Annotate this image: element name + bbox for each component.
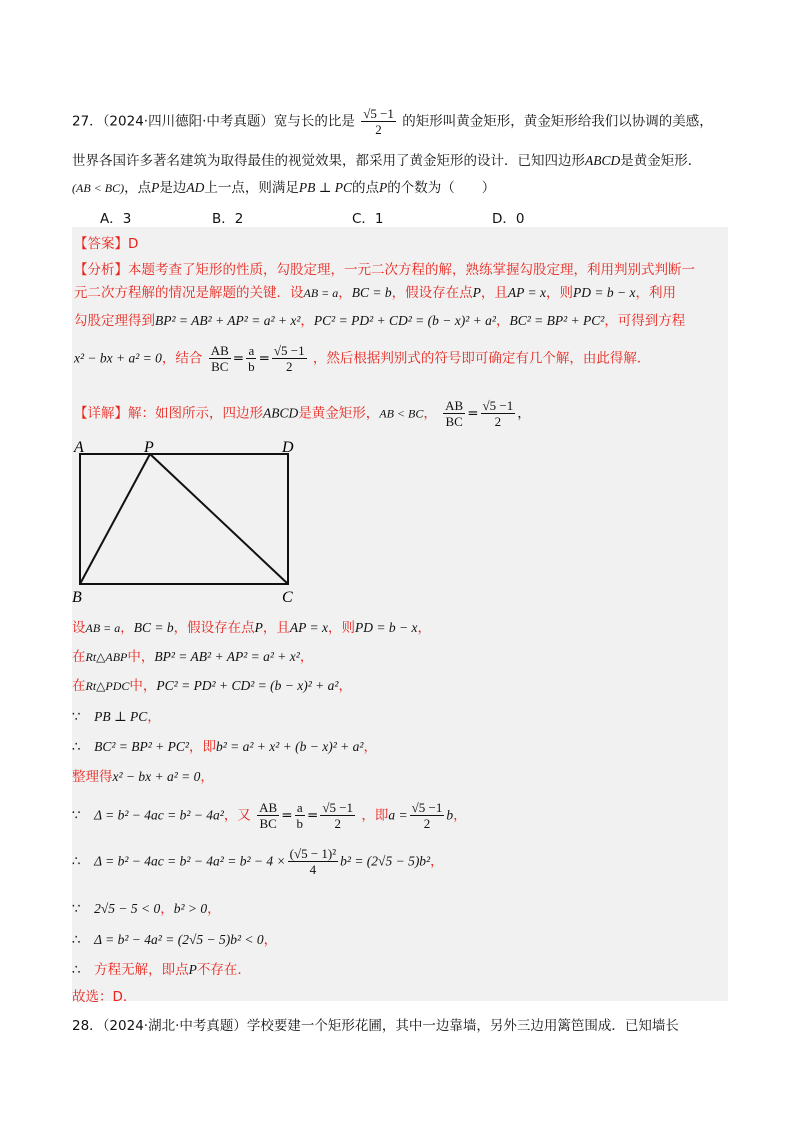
question-28: 28．（2024·湖北·中考真题）学校要建一个矩形花圃，其中一边靠墙，另外三边用篱笆围成．已知墙长	[72, 1018, 679, 1034]
label-p: P	[144, 439, 154, 456]
golden-ratio-fraction: $\frac{√5 -1}{2}$	[363, 106, 394, 137]
option-a: A．3	[100, 211, 132, 227]
segment-pb	[80, 454, 150, 584]
analysis-line3: 勾股定理得到BP² = AB² + AP² = a² + x²，PC² = PD² + CD² = (b − x)² + a²，BC² = BP² + PC²，可得到方程	[74, 313, 686, 329]
choose-line: 故选：D．	[72, 989, 137, 1005]
question-27-line2: 世界各国许多著名建筑为取得最佳的视觉效果，都采用了黄金矩形的设计．已知四边形ABCD是黄金矩形．	[72, 153, 702, 169]
option-c: C．1	[352, 211, 384, 227]
rectangle-abcd	[80, 454, 288, 584]
rectangle-figure	[72, 436, 306, 608]
label-c: C	[282, 589, 293, 606]
detail-rt1: 在Rt△ABP中，BP² = AB² + AP² = a² + x²，	[72, 649, 314, 665]
label-d: D	[282, 439, 294, 456]
label-a: A	[74, 439, 84, 456]
detail-set: 设AB = a，BC = b，假设存在点P，且AP = x，则PD = b − x，	[72, 620, 431, 636]
answer-line: 【答案】D	[74, 236, 139, 252]
option-b: B．2	[212, 211, 244, 227]
analysis-line2: 元二次方程解的情况是解题的关键．设AB = a，BC = b，假设存在点P，且AP = x，则PD = b − x，利用	[74, 285, 676, 301]
label-b: B	[72, 589, 82, 606]
detail-no-solution: ∴ 方程无解，即点P不存在．	[72, 962, 251, 978]
segment-pc	[150, 454, 288, 584]
detail-because-perp: ∵ PB ⊥ PC，	[72, 709, 161, 725]
detail-arrange: 整理得x² − bx + a² = 0，	[72, 769, 214, 785]
analysis-line1: 【分析】本题考查了矩形的性质，勾股定理，一元二次方程的解，熟练掌握勾股定理，利用判别式判断一	[74, 262, 695, 278]
option-d: D．0	[492, 211, 525, 227]
detail-delta1: ∵ Δ = b² − 4ac = b² − 4a²，又 $\frac{AB}{BC}$ = $\frac{a}{b}$ = $\frac{√5 -1}{2}$ ，即a = $\frac{√5 -1}{2}$ b，	[72, 800, 467, 831]
detail-bc2: ∴ BC² = BP² + PC²，即b² = a² + x² + (b − x)² + a²，	[72, 739, 377, 755]
question-27-line3: (AB < BC)，点P是边AD上一点，则满足PB ⊥ PC的点P的个数为（ ）	[72, 180, 496, 196]
detail-delta2: ∴ Δ = b² − 4ac = b² − 4a² = b² − 4 × $\frac{\text{(√5 − 1)²}}{4}$ b² = (2√5 − 5)b²，	[72, 846, 444, 877]
analysis-line4: x² − bx + a² = 0，结合 $\frac{AB}{BC}$ = $\frac{a}{b}$ = $\frac{√5 -1}{2}$ ，然后根据判别式的符号即可确定有几个解，由此得解．	[74, 343, 651, 374]
detail-line1: 【详解】解：如图所示，四边形ABCD是黄金矩形，AB < BC， $\frac{AB}{BC}$ = $\frac{√5 -1}{2}$ ，	[74, 398, 531, 429]
detail-rt2: 在Rt△PDC中，PC² = PD² + CD² = (b − x)² + a²，	[72, 678, 352, 694]
detail-ineq: ∵ 2√5 − 5 < 0，b² > 0，	[72, 901, 221, 917]
detail-delta3: ∴ Δ = b² − 4a² = (2√5 − 5)b² < 0，	[72, 932, 278, 948]
question-27-line1: 27．（2024·四川德阳·中考真题）宽与长的比是 $\frac{√5 -1}{2}$ 的矩形叫黄金矩形，黄金矩形给我们以协调的美感，	[72, 106, 713, 137]
